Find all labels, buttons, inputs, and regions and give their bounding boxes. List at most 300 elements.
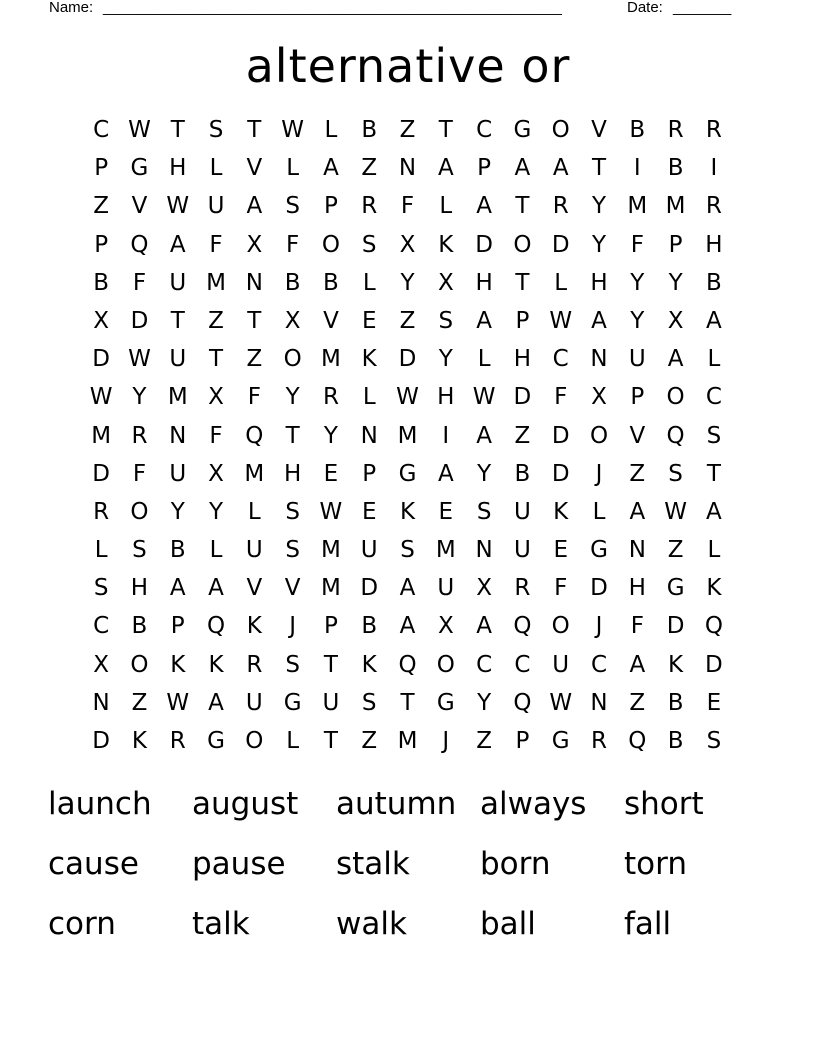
grid-letter: W <box>166 689 190 716</box>
grid-letter: Y <box>400 269 415 296</box>
grid-letter: L <box>247 498 261 525</box>
grid-letter: S <box>668 460 683 487</box>
grid-row <box>82 187 734 225</box>
grid-letter: R <box>552 193 569 220</box>
grid-letter: S <box>438 307 454 334</box>
grid-letter: P <box>323 193 338 220</box>
grid-letter: T <box>170 117 185 143</box>
grid-letter: P <box>515 728 530 754</box>
grid-letter: U <box>552 651 570 678</box>
grid-letter: F <box>554 575 568 602</box>
grid-letter: C <box>514 651 531 678</box>
grid-letter: T <box>323 651 338 678</box>
grid-letter: T <box>515 269 530 296</box>
grid-letter: U <box>322 689 340 716</box>
grid-letter: C <box>476 117 493 143</box>
grid-letter: A <box>514 155 531 182</box>
grid-letter: H <box>628 575 646 602</box>
grid-letter: S <box>285 193 300 220</box>
grid-letter: S <box>400 537 415 564</box>
grid-row <box>82 417 734 455</box>
grid-letter: F <box>209 231 223 258</box>
grid-letter: X <box>208 460 224 487</box>
grid-letter: G <box>666 575 685 602</box>
grid-letter: O <box>436 651 455 678</box>
grid-letter: H <box>513 346 532 373</box>
grid-letter: B <box>667 728 684 754</box>
grid-letter: U <box>360 537 378 564</box>
grid-letter: G <box>207 728 225 754</box>
grid-letter: T <box>591 155 607 182</box>
grid-letter: O <box>130 498 149 525</box>
word-bank-item: fall <box>624 906 672 942</box>
grid-letter: Y <box>591 231 607 258</box>
grid-letter: B <box>629 117 646 143</box>
grid-letter: C <box>93 117 110 143</box>
header-row <box>0 0 816 19</box>
grid-letter: H <box>130 575 149 602</box>
grid-letter: B <box>169 537 186 564</box>
grid-letter: F <box>630 231 644 258</box>
grid-letter: L <box>439 193 453 220</box>
grid-letter: M <box>397 728 418 754</box>
grid-letter: Y <box>630 269 645 296</box>
grid-letter: V <box>284 575 301 602</box>
grid-letter: N <box>360 422 378 449</box>
grid-letter: B <box>361 613 378 640</box>
grid-letter: M <box>435 537 456 564</box>
grid-letter: A <box>591 307 607 334</box>
grid-letter: F <box>247 384 261 411</box>
grid-letter: W <box>89 384 113 411</box>
grid-letter: F <box>209 422 223 449</box>
grid-letter: T <box>285 422 300 449</box>
grid-letter: P <box>323 613 338 640</box>
grid-letter: S <box>706 422 722 449</box>
grid-letter: L <box>362 384 376 411</box>
grid-letter: A <box>476 422 492 449</box>
grid-letter: A <box>399 613 416 640</box>
grid-letter: K <box>553 498 569 525</box>
grid-letter: N <box>92 689 110 716</box>
grid-letter: A <box>629 651 646 678</box>
grid-letter: E <box>706 689 722 716</box>
word-bank-item: torn <box>624 846 687 882</box>
grid-letter: G <box>551 728 570 754</box>
grid-letter: I <box>710 155 718 182</box>
grid-letter: B <box>667 155 684 182</box>
name-label: Name: <box>49 0 94 16</box>
grid-letter: B <box>706 269 722 296</box>
grid-letter: M <box>91 422 112 449</box>
grid-letter: Z <box>131 689 148 716</box>
grid-letter: F <box>132 269 147 296</box>
grid-letter: R <box>246 651 263 678</box>
grid-letter: Z <box>629 460 646 487</box>
grid-row <box>82 569 734 607</box>
grid-letter: O <box>283 346 302 373</box>
grid-letter: M <box>206 269 226 296</box>
grid-letter: A <box>208 575 224 602</box>
grid-letter: R <box>131 422 148 449</box>
grid-letter: J <box>442 728 450 754</box>
grid-letter: T <box>323 728 338 754</box>
grid-letter: R <box>93 498 110 525</box>
grid-letter: K <box>131 728 147 754</box>
word-bank-item: short <box>624 786 704 822</box>
grid-letter: V <box>131 193 148 220</box>
grid-letter: D <box>475 231 493 258</box>
grid-letter: S <box>93 575 109 602</box>
grid-letter: S <box>208 117 224 143</box>
grid-letter: Z <box>399 307 416 334</box>
grid-letter: W <box>472 384 496 411</box>
grid-letter: O <box>551 613 570 640</box>
grid-letter: A <box>169 231 186 258</box>
grid-letter: U <box>169 269 187 296</box>
grid-letter: H <box>475 269 493 296</box>
date-field[interactable]: _______ <box>673 0 732 16</box>
grid-letter: F <box>400 193 415 220</box>
grid-letter: T <box>247 117 262 143</box>
grid-letter: Y <box>630 307 645 334</box>
grid-letter: H <box>437 384 455 411</box>
grid-letter: Q <box>398 651 417 678</box>
grid-letter: Q <box>513 613 532 640</box>
grid-letter: C <box>705 384 722 411</box>
grid-letter: D <box>666 613 685 640</box>
grid-letter: C <box>93 613 110 640</box>
grid-letter: D <box>130 307 149 334</box>
grid-letter: E <box>361 498 377 525</box>
name-field[interactable]: _______________________________________________________ <box>103 0 562 16</box>
grid-letter: T <box>400 689 415 716</box>
grid-letter: A <box>667 346 684 373</box>
grid-letter: A <box>246 193 263 220</box>
grid-row <box>82 722 734 760</box>
grid-letter: G <box>590 537 608 564</box>
grid-letter: D <box>551 231 570 258</box>
grid-letter: A <box>208 689 224 716</box>
grid-letter: L <box>286 728 300 754</box>
grid-letter: E <box>323 460 339 487</box>
word-bank-item: always <box>480 786 587 822</box>
grid-letter: U <box>513 498 531 525</box>
grid-letter: M <box>167 384 188 411</box>
grid-letter: B <box>667 689 684 716</box>
grid-letter: K <box>246 613 262 640</box>
grid-letter: O <box>666 384 685 411</box>
word-bank-item: autumn <box>336 786 457 822</box>
grid-letter: G <box>436 689 455 716</box>
grid-letter: T <box>706 460 721 487</box>
grid-letter: N <box>590 346 608 373</box>
grid-letter: Q <box>513 689 532 716</box>
grid-letter: A <box>437 460 454 487</box>
grid-letter: W <box>128 346 151 373</box>
grid-letter: X <box>476 575 492 602</box>
grid-letter: A <box>552 155 569 182</box>
grid-letter: L <box>209 155 223 182</box>
word-bank-item: walk <box>336 906 407 942</box>
grid-letter: Z <box>629 689 646 716</box>
grid-letter: T <box>247 307 262 334</box>
grid-letter: P <box>170 613 185 640</box>
grid-row <box>82 226 734 264</box>
grid-letter: L <box>209 537 223 564</box>
grid-letter: H <box>283 460 302 487</box>
grid-letter: F <box>630 613 644 640</box>
grid-letter: X <box>284 307 301 334</box>
grid-letter: Y <box>438 346 453 373</box>
grid-letter: B <box>323 269 339 296</box>
grid-letter: A <box>476 613 492 640</box>
grid-letter: T <box>170 307 185 334</box>
grid-letter: N <box>398 155 417 182</box>
grid-letter: X <box>667 307 684 334</box>
grid-letter: U <box>245 689 263 716</box>
grid-row <box>82 607 734 645</box>
grid-letter: Y <box>477 460 492 487</box>
grid-letter: U <box>245 537 263 564</box>
grid-letter: D <box>551 460 570 487</box>
grid-letter: E <box>438 498 454 525</box>
grid-letter: P <box>477 155 492 182</box>
grid-letter: A <box>399 575 416 602</box>
grid-letter: B <box>93 269 110 296</box>
grid-letter: R <box>322 384 339 411</box>
grid-letter: V <box>246 575 263 602</box>
grid-row <box>82 340 734 378</box>
word-bank <box>48 778 788 958</box>
grid-letter: X <box>93 651 110 678</box>
grid-letter: L <box>362 269 376 296</box>
grid-letter: S <box>361 231 377 258</box>
grid-letter: Y <box>132 384 147 411</box>
grid-letter: L <box>707 346 721 373</box>
grid-letter: X <box>246 231 263 258</box>
grid-letter: X <box>399 231 416 258</box>
grid-letter: H <box>590 269 608 296</box>
word-bank-item: august <box>192 786 299 822</box>
grid-letter: K <box>706 575 722 602</box>
grid-letter: K <box>208 651 224 678</box>
grid-letter: P <box>362 460 377 487</box>
grid-letter: X <box>208 384 224 411</box>
grid-letter: A <box>706 307 722 334</box>
grid-letter: W <box>281 117 304 143</box>
grid-row <box>82 493 734 531</box>
grid-letter: N <box>590 689 608 716</box>
grid-letter: W <box>549 307 573 334</box>
grid-letter: D <box>513 384 532 411</box>
grid-letter: W <box>396 384 419 411</box>
grid-letter: H <box>169 155 187 182</box>
grid-letter: Q <box>666 422 685 449</box>
grid-letter: N <box>169 422 187 449</box>
grid-letter: U <box>628 346 646 373</box>
grid-letter: V <box>629 422 646 449</box>
grid-letter: N <box>475 537 493 564</box>
grid-letter: Y <box>668 269 683 296</box>
grid-letter: I <box>633 155 641 182</box>
grid-letter: O <box>513 231 532 258</box>
grid-letter: A <box>706 498 722 525</box>
grid-letter: Q <box>130 231 149 258</box>
grid-letter: V <box>591 117 607 143</box>
grid-letter: G <box>130 155 149 182</box>
grid-letter: L <box>477 346 491 373</box>
grid-letter: A <box>323 155 339 182</box>
grid-letter: G <box>513 117 532 143</box>
grid-letter: M <box>321 537 341 564</box>
grid-letter: V <box>323 307 339 334</box>
grid-letter: T <box>515 193 530 220</box>
grid-letter: Z <box>476 728 492 754</box>
grid-letter: W <box>549 689 573 716</box>
grid-letter: P <box>668 231 683 258</box>
grid-letter: N <box>628 537 646 564</box>
grid-letter: U <box>169 460 187 487</box>
grid-letter: W <box>319 498 343 525</box>
grid-letter: Y <box>323 422 338 449</box>
grid-letter: S <box>285 537 300 564</box>
grid-row <box>82 531 734 569</box>
grid-letter: B <box>514 460 531 487</box>
grid-row <box>82 378 734 416</box>
word-bank-item: launch <box>48 786 152 822</box>
grid-letter: R <box>361 193 378 220</box>
grid-letter: L <box>592 498 606 525</box>
grid-letter: Q <box>628 728 647 754</box>
grid-letter: Y <box>209 498 224 525</box>
grid-letter: C <box>590 651 608 678</box>
grid-letter: W <box>128 117 151 143</box>
grid-letter: Z <box>399 117 416 143</box>
grid-letter: P <box>94 155 109 182</box>
grid-letter: C <box>552 346 569 373</box>
grid-letter: D <box>705 651 723 678</box>
grid-letter: Z <box>208 307 224 334</box>
grid-letter: Y <box>477 689 492 716</box>
grid-letter: O <box>321 231 340 258</box>
word-bank-item: talk <box>192 906 250 942</box>
grid-letter: M <box>397 422 418 449</box>
grid-letter: D <box>398 346 417 373</box>
grid-letter: O <box>245 728 264 754</box>
grid-letter: M <box>665 193 686 220</box>
grid-letter: K <box>399 498 416 525</box>
grid-letter: K <box>170 651 186 678</box>
grid-letter: Z <box>93 193 110 220</box>
grid-row <box>82 149 734 187</box>
grid-letter: X <box>437 613 454 640</box>
grid-letter: S <box>132 537 147 564</box>
grid-letter: Q <box>245 422 264 449</box>
grid-letter: D <box>92 346 110 373</box>
grid-letter: H <box>705 231 723 258</box>
grid-letter: D <box>92 460 110 487</box>
grid-letter: Z <box>514 422 531 449</box>
grid-letter: E <box>361 307 377 334</box>
grid-letter: L <box>324 117 338 143</box>
grid-letter: Y <box>591 193 607 220</box>
grid-letter: F <box>286 231 300 258</box>
grid-letter: K <box>361 651 377 678</box>
grid-letter: N <box>245 269 263 296</box>
grid-letter: U <box>207 193 225 220</box>
grid-letter: R <box>169 728 186 754</box>
date-label: Date: <box>627 0 663 16</box>
grid-letter: B <box>361 117 378 143</box>
grid-letter: B <box>131 613 148 640</box>
grid-letter: U <box>437 575 455 602</box>
word-bank-item: born <box>480 846 551 882</box>
page-title: alternative or <box>245 39 571 93</box>
grid-letter: R <box>514 575 531 602</box>
grid-letter: J <box>595 460 603 487</box>
grid-letter: Q <box>206 613 226 640</box>
grid-row <box>82 302 734 340</box>
grid-letter: R <box>667 117 684 143</box>
grid-letter: A <box>169 575 186 602</box>
grid-letter: S <box>285 651 300 678</box>
grid-letter: A <box>629 498 646 525</box>
grid-letter: Q <box>704 613 723 640</box>
grid-row <box>82 264 734 302</box>
grid-letter: U <box>169 346 187 373</box>
grid-letter: Y <box>170 498 185 525</box>
word-bank-item: corn <box>48 906 116 942</box>
word-bank-item: cause <box>48 846 139 882</box>
grid-letter: S <box>476 498 492 525</box>
grid-letter: Z <box>667 537 684 564</box>
grid-letter: L <box>94 537 108 564</box>
grid-row <box>82 111 734 149</box>
grid-letter: X <box>591 384 607 411</box>
grid-letter: T <box>438 117 453 143</box>
grid-letter: D <box>92 728 110 754</box>
grid-letter: I <box>442 422 450 449</box>
grid-letter: A <box>437 155 454 182</box>
grid-letter: D <box>360 575 379 602</box>
word-bank-item: stalk <box>336 846 410 882</box>
grid-letter: J <box>595 613 603 640</box>
grid-letter: L <box>707 537 721 564</box>
grid-letter: Y <box>285 384 300 411</box>
grid-letter: O <box>589 422 609 449</box>
grid-letter: X <box>437 269 454 296</box>
grid-letter: X <box>93 307 110 334</box>
grid-letter: P <box>515 307 530 334</box>
grid-letter: O <box>130 651 149 678</box>
word-bank-item: ball <box>480 906 536 942</box>
grid-letter: K <box>438 231 454 258</box>
grid-letter: S <box>361 689 377 716</box>
grid-letter: F <box>132 460 147 487</box>
grid-letter: M <box>244 460 265 487</box>
grid-letter: A <box>476 193 492 220</box>
grid-letter: J <box>289 613 297 640</box>
grid-letter: K <box>361 346 377 373</box>
grid-letter: V <box>246 155 263 182</box>
grid-letter: M <box>321 575 341 602</box>
grid-letter: B <box>284 269 301 296</box>
grid-row <box>82 455 734 493</box>
grid-letter: O <box>551 117 570 143</box>
grid-letter: Z <box>361 155 378 182</box>
grid-letter: S <box>285 498 300 525</box>
